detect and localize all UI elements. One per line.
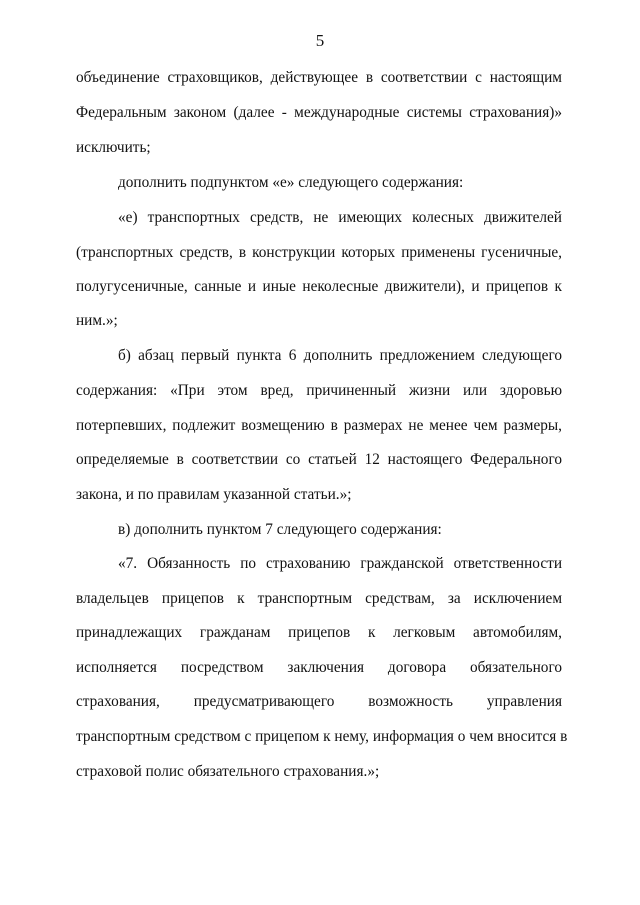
text-line: потерпевших, подлежит возмещению в размерах не менее чем размеры, bbox=[76, 417, 562, 434]
text-line: (транспортных средств, в конструкции которых применены гусеничные, bbox=[76, 244, 562, 261]
text-line: определяемые в соответствии со статьей 12 настоящего Федерального bbox=[76, 451, 562, 468]
text-line: Федеральным законом (далее - международные системы страхования)» bbox=[76, 104, 562, 121]
text-line: исключить; bbox=[76, 139, 151, 156]
text-line: полугусеничные, санные и иные неколесные движители), и прицепов к bbox=[76, 278, 562, 295]
text-line: в) дополнить пунктом 7 следующего содержания: bbox=[118, 521, 442, 538]
text-line: «7. Обязанность по страхованию гражданской ответственности bbox=[118, 555, 562, 572]
text-line: страховой полис обязательного страхования.»; bbox=[76, 763, 380, 780]
text-line: владельцев прицепов к транспортным средствам, за исключением bbox=[76, 590, 562, 607]
text-line: б) абзац первый пункта 6 дополнить предложением следующего bbox=[118, 347, 562, 364]
text-line: дополнить подпунктом «е» следующего содержания: bbox=[118, 174, 464, 191]
text-line: «е) транспортных средств, не имеющих колесных движителей bbox=[118, 209, 562, 226]
text-line: принадлежащих гражданам прицепов к легковым автомобилям, bbox=[76, 624, 562, 641]
text-line: объединение страховщиков, действующее в соответствии с настоящим bbox=[76, 69, 562, 86]
text-line: содержания: «При этом вред, причиненный жизни или здоровью bbox=[76, 382, 562, 399]
text-line: транспортным средством с прицепом к нему, информация о чем вносится в bbox=[76, 728, 568, 745]
text-line: закона, и по правилам указанной статьи.»; bbox=[76, 486, 352, 503]
text-line: исполняется посредством заключения договора обязательного bbox=[76, 659, 562, 676]
text-line: ним.»; bbox=[76, 312, 118, 329]
page-number: 5 bbox=[315, 31, 325, 50]
text-line: страхования, предусматривающего возможность управления bbox=[76, 693, 562, 710]
